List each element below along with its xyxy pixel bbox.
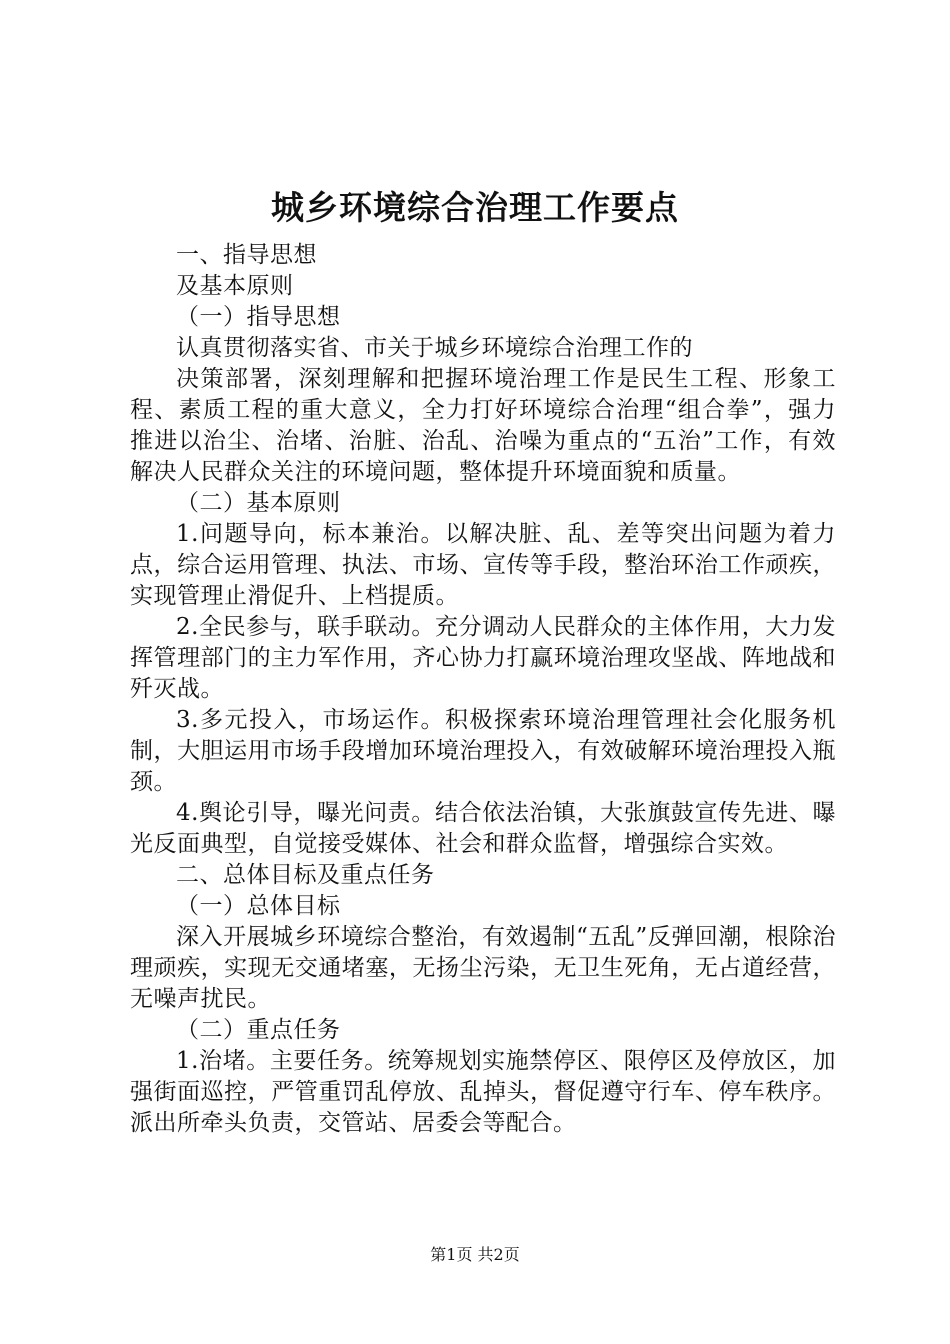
section-heading: 一、指导思想 <box>176 242 317 268</box>
subsection-heading: （二）基本原则 <box>176 490 341 516</box>
numbered-paragraph: 1.问题导向，标本兼治。以解决脏、乱、差等突出问题为着力点，综合运用管理、执法、市场、宣传等手段，整治环治工作顽疾，实现管理止滑促升、上档提质。 <box>130 521 836 609</box>
body-paragraph: 决策部署，深刻理解和把握环境治理工作是民生工程、形象工程、素质工程的重大意义，全力打好环境综合治理“组合拳”，强力推进以治尘、治堵、治脏、治乱、治噪为重点的“五治”工作，有效解决人民群众关注的环境问题，整体提升环境面貌和质量。 <box>130 366 836 485</box>
subsection-heading: （一）总体目标 <box>176 893 341 919</box>
document-body <box>130 240 836 1139</box>
numbered-paragraph: 1.治堵。主要任务。统筹规划实施禁停区、限停区及停放区，加强街面巡控，严管重罚乱停放、乱掉头，督促遵守行车、停车秩序。派出所牵头负责，交管站、居委会等配合。 <box>130 1048 836 1136</box>
subsection-heading: （二）重点任务 <box>176 1017 341 1043</box>
page-number-footer: 第1页 共2页 <box>430 1245 520 1264</box>
numbered-paragraph: 4.舆论引导，曝光问责。结合依法治镇，大张旗鼓宣传先进、曝光反面典型，自觉接受媒体、社会和群众监督，增强综合实效。 <box>130 800 836 857</box>
section-heading-continuation: 及基本原则 <box>176 273 294 299</box>
body-paragraph: 深入开展城乡环境综合整治，有效遏制“五乱”反弹回潮，根除治理顽疾，实现无交通堵塞，无扬尘污染，无卫生死角，无占道经营，无噪声扰民。 <box>130 924 836 1012</box>
subsection-heading: （一）指导思想 <box>176 304 341 330</box>
body-paragraph: 认真贯彻落实省、市关于城乡环境综合治理工作的 <box>176 335 693 361</box>
document-title: 城乡环境综合治理工作要点 <box>271 188 679 227</box>
numbered-paragraph: 2.全民参与，联手联动。充分调动人民群众的主体作用，大力发挥管理部门的主力军作用，齐心协力打赢环境治理攻坚战、阵地战和歼灭战。 <box>130 614 836 702</box>
section-heading: 二、总体目标及重点任务 <box>176 862 435 888</box>
numbered-paragraph: 3.多元投入，市场运作。积极探索环境治理管理社会化服务机制，大胆运用市场手段增加环境治理投入，有效破解环境治理投入瓶颈。 <box>130 707 836 795</box>
